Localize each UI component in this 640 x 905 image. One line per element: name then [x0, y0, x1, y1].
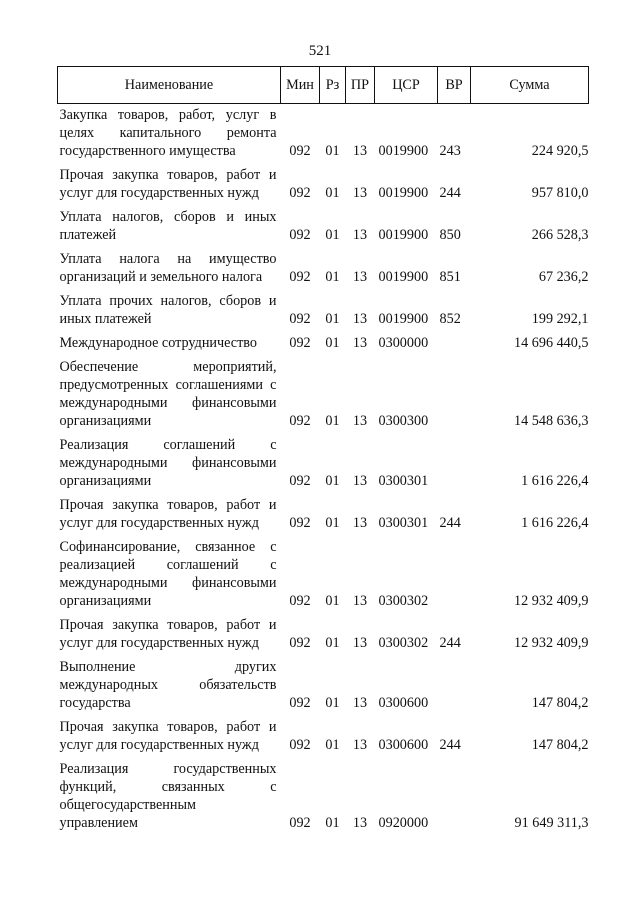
- row-csr: 0019900: [378, 227, 429, 243]
- table-header-row: [58, 67, 589, 104]
- row-name: Закупка товаров, работ, услуг в целях капитального ремонта государственного имущества: [59, 107, 277, 159]
- table-row: [58, 164, 589, 206]
- row-vr: [438, 356, 471, 434]
- header-name: Наименование: [58, 67, 281, 104]
- row-name: Реализация государственных функций, связанных с общегосударственным управлением: [59, 761, 277, 831]
- row-vr: 244: [439, 737, 461, 753]
- row-min: 092: [289, 335, 311, 351]
- row-rz: 01: [325, 311, 340, 327]
- page-number: 521: [308, 43, 332, 59]
- row-pr: 13: [352, 413, 368, 429]
- row-vr: 244: [439, 515, 461, 531]
- table-row: [58, 104, 589, 165]
- row-rz: 01: [325, 695, 340, 711]
- row-name: Прочая закупка товаров, работ и услуг для государственных нужд: [59, 167, 277, 201]
- table-row: [58, 206, 589, 248]
- header-pr: ПР: [346, 67, 375, 104]
- table-row: [58, 716, 589, 758]
- row-rz: 01: [325, 185, 340, 201]
- row-min: 092: [289, 143, 311, 159]
- row-pr: 13: [352, 227, 368, 243]
- row-name: Реализация соглашений с международными финансовыми организациями: [59, 437, 277, 489]
- row-vr: 244: [439, 185, 461, 201]
- row-rz: 01: [325, 593, 340, 609]
- row-min: 092: [289, 593, 311, 609]
- row-pr: 13: [352, 311, 368, 327]
- table-row: [58, 356, 589, 434]
- row-csr: 0300301: [378, 473, 429, 489]
- table-row: [58, 656, 589, 716]
- row-vr: [438, 536, 471, 614]
- row-min: 092: [289, 515, 311, 531]
- row-vr: 852: [439, 311, 461, 327]
- row-csr: 0300000: [378, 335, 429, 351]
- table-row: [58, 758, 589, 836]
- row-sum: 14 696 440,5: [514, 335, 589, 351]
- row-rz: 01: [325, 737, 340, 753]
- row-sum: 12 932 409,9: [514, 593, 589, 609]
- row-name: Софинансирование, связанное с реализацией соглашений с международными финансовыми организациями: [59, 539, 277, 609]
- row-rz: 01: [325, 227, 340, 243]
- row-name: Прочая закупка товаров, работ и услуг для государственных нужд: [59, 497, 277, 531]
- header-sum: Сумма: [471, 67, 589, 104]
- row-csr: 0300301: [378, 515, 429, 531]
- row-sum: 1 616 226,4: [521, 473, 589, 489]
- table-row: [58, 332, 589, 356]
- row-csr: 0019900: [378, 269, 429, 285]
- row-min: 092: [289, 737, 311, 753]
- row-name: Уплата налога на имущество организаций и земельного налога: [59, 251, 277, 285]
- header-min: Мин: [281, 67, 320, 104]
- row-min: 092: [289, 185, 311, 201]
- header-rz: Рз: [320, 67, 346, 104]
- row-pr: 13: [352, 269, 368, 285]
- row-name: Прочая закупка товаров, работ и услуг для государственных нужд: [59, 719, 277, 753]
- table-row: [58, 614, 589, 656]
- row-vr: 851: [439, 269, 461, 285]
- row-pr: 13: [352, 143, 368, 159]
- row-pr: 13: [352, 635, 368, 651]
- row-csr: 0019900: [378, 185, 429, 201]
- row-min: 092: [289, 269, 311, 285]
- table-row: [58, 434, 589, 494]
- row-vr: 244: [439, 635, 461, 651]
- budget-table: [57, 66, 589, 836]
- row-sum: 224 920,5: [531, 143, 589, 159]
- row-pr: 13: [352, 815, 368, 831]
- row-vr: 243: [439, 143, 461, 159]
- row-sum: 266 528,3: [531, 227, 589, 243]
- row-sum: 14 548 636,3: [514, 413, 589, 429]
- row-csr: 0019900: [378, 311, 429, 327]
- row-rz: 01: [325, 413, 340, 429]
- table-row: [58, 248, 589, 290]
- row-pr: 13: [352, 737, 368, 753]
- row-csr: 0300302: [378, 635, 429, 651]
- row-min: 092: [289, 815, 311, 831]
- row-pr: 13: [352, 515, 368, 531]
- row-pr: 13: [352, 185, 368, 201]
- row-name: Обеспечение мероприятий, предусмотренных соглашениями с международными финансовыми организациями: [59, 359, 277, 429]
- row-vr: [438, 656, 471, 716]
- row-vr: [438, 758, 471, 836]
- row-vr: [438, 434, 471, 494]
- row-rz: 01: [325, 473, 340, 489]
- row-pr: 13: [352, 695, 368, 711]
- row-rz: 01: [325, 335, 340, 351]
- row-rz: 01: [325, 269, 340, 285]
- row-name: Уплата прочих налогов, сборов и иных платежей: [59, 293, 277, 327]
- row-sum: 199 292,1: [531, 311, 589, 327]
- row-min: 092: [289, 695, 311, 711]
- row-rz: 01: [325, 143, 340, 159]
- row-rz: 01: [325, 635, 340, 651]
- row-min: 092: [289, 311, 311, 327]
- table-row: [58, 494, 589, 536]
- row-name: Уплата налогов, сборов и иных платежей: [59, 209, 277, 243]
- row-pr: 13: [352, 335, 368, 351]
- row-min: 092: [289, 473, 311, 489]
- row-csr: 0019900: [378, 143, 429, 159]
- header-csr: ЦСР: [375, 67, 438, 104]
- row-rz: 01: [325, 815, 340, 831]
- row-csr: 0300600: [378, 737, 429, 753]
- row-min: 092: [289, 413, 311, 429]
- row-csr: 0300302: [378, 593, 429, 609]
- header-vr: ВР: [438, 67, 471, 104]
- row-sum: 147 804,2: [531, 737, 589, 753]
- table-row: [58, 536, 589, 614]
- row-vr: [438, 332, 471, 356]
- row-csr: 0920000: [378, 815, 429, 831]
- row-sum: 147 804,2: [531, 695, 589, 711]
- row-sum: 67 236,2: [538, 269, 589, 285]
- row-rz: 01: [325, 515, 340, 531]
- table-row: [58, 290, 589, 332]
- row-name: Выполнение других международных обязательств государства: [59, 659, 277, 711]
- row-name: Международное сотрудничество: [59, 335, 257, 351]
- row-min: 092: [289, 635, 311, 651]
- row-sum: 957 810,0: [531, 185, 589, 201]
- row-min: 092: [289, 227, 311, 243]
- row-name: Прочая закупка товаров, работ и услуг для государственных нужд: [59, 617, 277, 651]
- row-csr: 0300600: [378, 695, 429, 711]
- row-pr: 13: [352, 473, 368, 489]
- row-sum: 91 649 311,3: [514, 815, 589, 831]
- row-vr: 850: [439, 227, 461, 243]
- row-sum: 12 932 409,9: [514, 635, 589, 651]
- row-pr: 13: [352, 593, 368, 609]
- row-sum: 1 616 226,4: [521, 515, 589, 531]
- row-csr: 0300300: [378, 413, 429, 429]
